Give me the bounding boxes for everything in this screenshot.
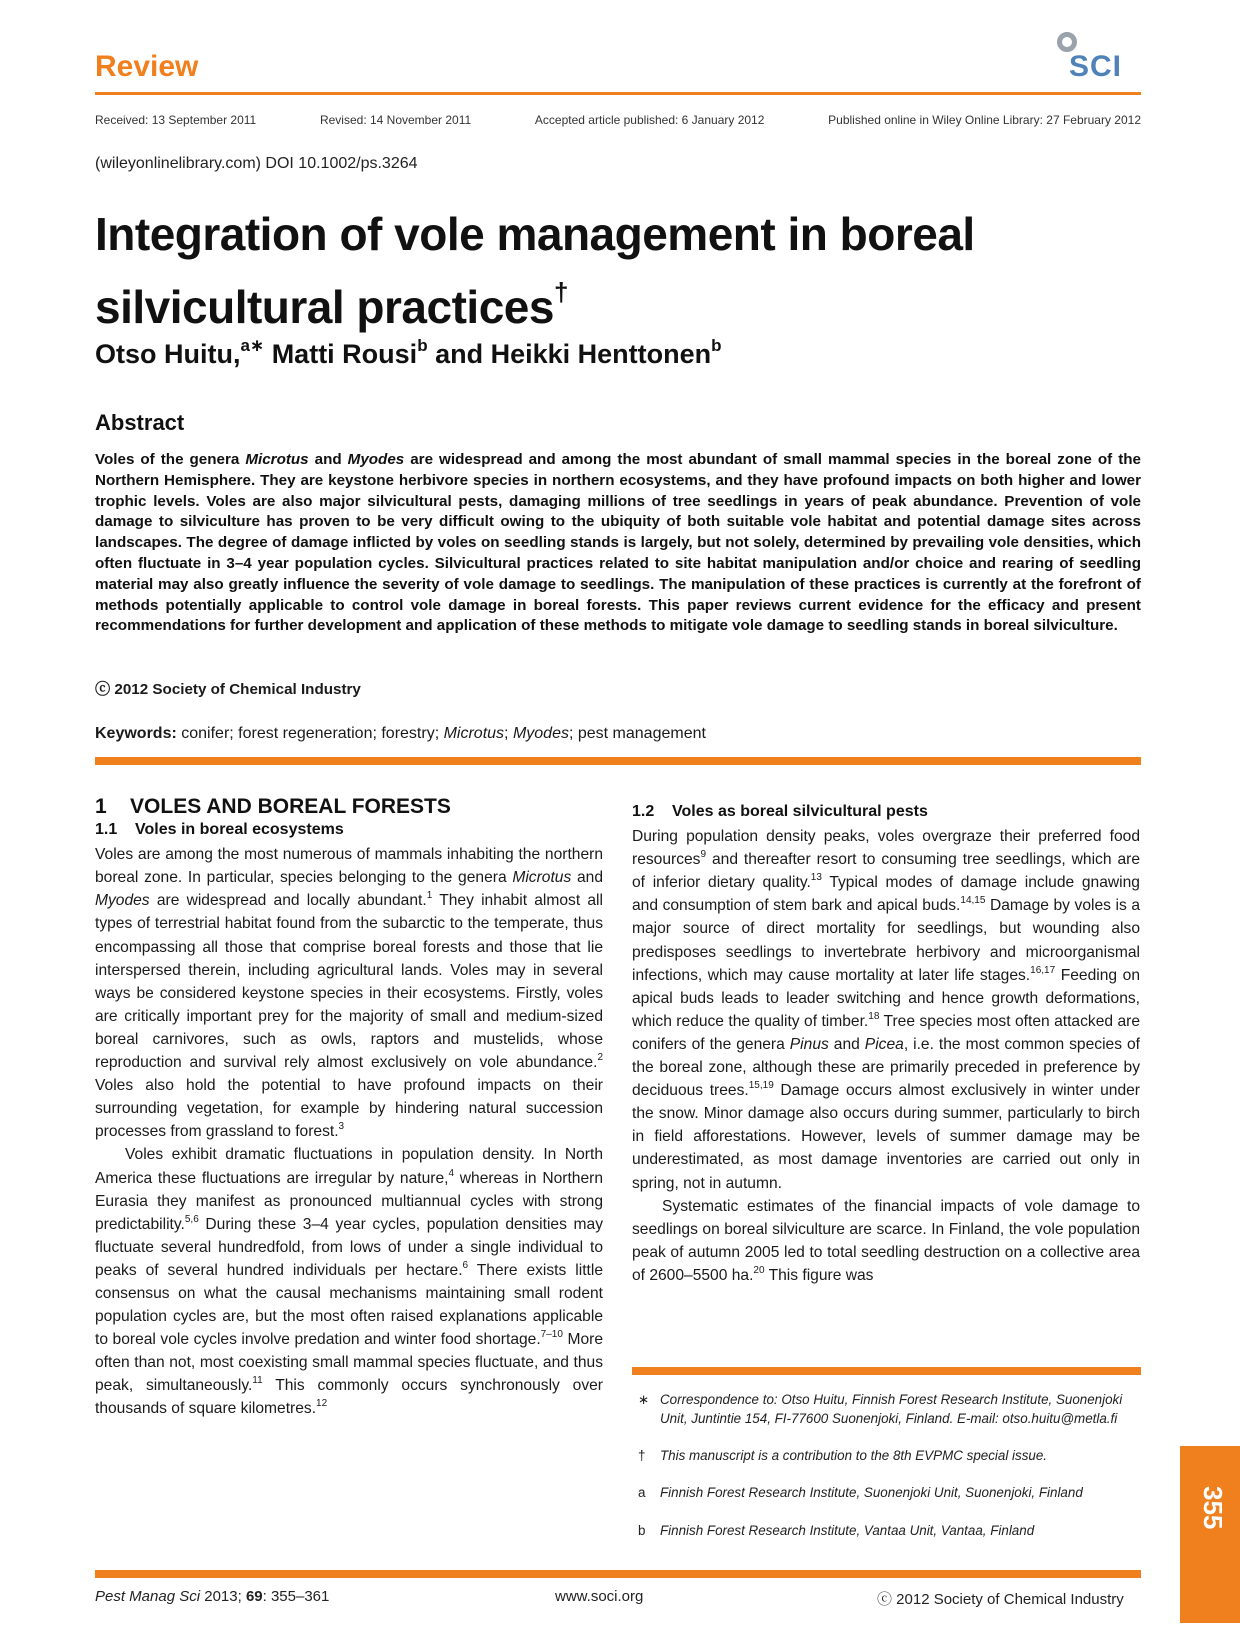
article-dates <box>95 113 1141 127</box>
abstract-rule <box>95 757 1141 765</box>
footnote-correspondence: ∗ Correspondence to: Otso Huitu, Finnish Forest Research Institute, Suonenjoki Unit, Juntintie 154, FI-77600 Suonenjoki, Finland. E-mail: otso.huitu@metla.fi <box>638 1392 1123 1426</box>
author-name: and Heikki Henttonen <box>427 339 712 369</box>
logo-ring-icon <box>1057 32 1077 52</box>
doi-link[interactable]: (wileyonlinelibrary.com) DOI 10.1002/ps.3264 <box>95 155 418 172</box>
author-name: Matti Rousi <box>264 339 418 369</box>
accepted-date: Accepted article published: 6 January 2012 <box>534 113 765 127</box>
author-affil: a∗ <box>240 336 265 355</box>
abstract-heading: Abstract <box>95 410 185 435</box>
author-affil: b <box>417 336 428 355</box>
section-label: Review <box>95 50 199 83</box>
abstract-copyright: ⓒ 2012 Society of Chemical Industry <box>95 681 361 698</box>
footnote-rule <box>632 1367 1141 1375</box>
keywords-label: Keywords: <box>95 725 177 742</box>
page-number: 355 <box>1198 1486 1228 1530</box>
footnote-affiliation-b: b Finnish Forest Research Institute, Vantaa Unit, Vantaa, Finland <box>638 1523 1035 1538</box>
footnote-affiliation-a: a Finnish Forest Research Institute, Suonenjoki Unit, Suonenjoki, Finland <box>638 1485 1083 1500</box>
footer-copyright: ⓒ 2012 Society of Chemical Industry <box>877 1591 1124 1608</box>
footer-rule <box>95 1570 1141 1578</box>
paragraph: During population density peaks, voles overgraze their preferred food resources$^9$ and thereafter resort to consuming tree seedlings, which are of inferior dietary quality.$^{13}$ Typical modes of damage include gnawing and consumption of stem bark and apical buds.$^{14,15}$ Damage by voles is a major source of direct mortality for seedlings, but wounding also predisposes seedlings to invertebrate herbivory and microorganismal infections, which may cause mortality at later life stages.$^{16,17}$ Feeding on apical buds leads to leader switching and hence growth deformations, which reduce the quality of timber.$^{18}$ Tree species most often attacked are conifers of the genera Pinus and Picea, i.e. the most common species of the boreal zone, although these are primarily preceded in preference by deciduous trees.$^{15,19}$ Damage occurs almost exclusively in winter under the snow. Minor damage also occurs during summer, particularly to birch in field afforestations. However, levels of summer damage may be underestimated, as most damage inventories are carried out only in spring, not in autumn. <box>632 828 1141 1192</box>
author-name: Otso Huitu, <box>95 339 241 369</box>
published-date: Published online in Wiley Online Library: 27 February 2012 <box>828 113 1141 127</box>
author-list <box>95 336 722 370</box>
header-rule <box>95 92 1141 95</box>
sci-logo <box>1055 28 1145 88</box>
abstract-text: Voles of the genera Microtus and Myodes are widespread and among the most abundant of small mammal species in the boreal zone of the Northern Hemisphere. They are keystone herbivore species in northern ecosystems, and they have profound impacts on both higher and lower trophic levels. Voles are also major silvicultural pests, damaging millions of tree seedlings in years of peak abundance. Prevention of vole damage to silviculture has proven to be very difficult owing to the ubiquity of both suitable vole habitat and potential damage sites across landscapes. The degree of damage inflicted by voles on seedling stands is largely, but not solely, determined by prevailing vole densities, which often fluctuate in 3–4 year population cycles. Silvicultural practices related to site habitat manipulation and/or choice and rearing of seedling material may also greatly influence the severity of vole damage to seedlings. The manipulation of these practices is currently at the forefront of methods potentially applicable to control vole damage in boreal forests. This paper reviews current evidence for the efficacy and present recommendations for further development and application of these methods to mitigate vole damage to seedling stands in boreal silviculture. <box>95 451 1141 635</box>
subsection-heading: 1.2 Voles as boreal silvicultural pests <box>632 803 928 820</box>
revised-date: Revised: 14 November 2011 <box>319 113 472 127</box>
right-column <box>632 800 1140 1287</box>
title-line-2: silvicultural practices <box>95 281 554 333</box>
subsection-heading: 1.1 Voles in boreal ecosystems <box>95 821 344 839</box>
page-number-tab <box>1180 1446 1240 1623</box>
paragraph: Systematic estimates of the financial impacts of vole damage to seedlings on boreal silviculture are scarce. In Finland, the vole population peak of autumn 2005 led to total seedling destruction on a collective area of 2600–5500 ha.$^{20}$ This figure was <box>632 1197 1140 1284</box>
title-mark: † <box>553 277 568 307</box>
paragraph: Voles are among the most numerous of mammals inhabiting the northern boreal zone. In particular, species belonging to the genera Microtus and Myodes are widespread and locally abundant.$^1$ They inhabit almost all types of terrestrial habitat found from the subarctic to the temperate, thus encompassing all those that comprise boreal forests and those that lie interspersed therein, including agricultural lands. Voles may in several ways be considered keystone species in their ecosystems. Firstly, voles are critically important prey for the majority of small and medium-sized boreal carnivores, such as owls, raptors and mustelids, whose reproduction and survival rely almost exclusively on vole abundance.$^2$ Voles also hold the potential to have profound impacts on their surrounding vegetation, for example by hindering natural succession processes from grassland to forest.$^3$ <box>95 846 604 1141</box>
journal-citation: Pest Manag Sci 2013; 69: 355–361 <box>95 1588 330 1605</box>
logo-text: SCI <box>1069 50 1123 83</box>
website-link[interactable]: www.soci.org <box>555 1588 644 1605</box>
author-affil: b <box>711 336 722 355</box>
section-heading: 1 VOLES AND BOREAL FORESTS <box>95 795 451 818</box>
title-line-1: Integration of vole management in boreal <box>95 208 975 260</box>
keywords: Keywords: conifer; forest regeneration; forestry; Microtus; Myodes; pest management <box>95 725 706 742</box>
received-date: Received: 13 September 2011 <box>95 113 257 127</box>
left-column <box>95 795 603 1421</box>
paragraph: Voles exhibit dramatic fluctuations in population density. In North America these fluctuations are irregular by nature,$^4$ whereas in Northern Eurasia they manifest as pronounced multiannual cycles with strong predictability.$^{5,6}$ During these 3–4 year cycles, population densities may fluctuate several hundredfold, from lows of under a single individual to peaks of several hundred individuals per hectare.$^6$ There exists little consensus on what the causal mechanisms maintaining small rodent population cycles are, but the most often raised explanations applicable to boreal vole cycles involve predation and winter food shortage.$^{7-10}$ More often than not, most coexisting small mammal species fluctuate, and thus peak, simultaneously.$^{11}$ This commonly occurs synchronously over thousands of square kilometres.$^{12}$ <box>95 1146 603 1418</box>
article-title <box>95 205 1141 336</box>
footnote-dagger: † This manuscript is a contribution to the 8th EVPMC special issue. <box>638 1448 1048 1463</box>
